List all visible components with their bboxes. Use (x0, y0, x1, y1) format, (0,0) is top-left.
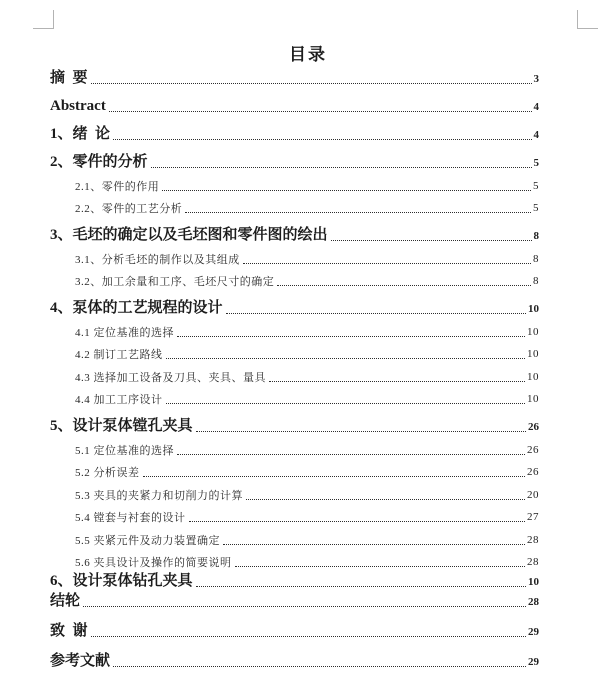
toc-dot-leader (177, 454, 525, 455)
toc-entry-page: 10 (527, 348, 539, 360)
toc-entry-page: 3 (533, 73, 539, 85)
toc-entry-page: 29 (528, 626, 539, 638)
toc-dot-leader (83, 606, 526, 607)
toc-entry-page: 4 (533, 129, 539, 141)
toc-dot-leader (166, 403, 526, 404)
toc-entry[interactable] (50, 170, 539, 193)
toc-entry-page: 28 (528, 596, 539, 608)
toc-dot-leader (151, 167, 532, 168)
toc-entry[interactable] (50, 406, 539, 434)
toc-entry-page: 26 (527, 466, 539, 478)
table-of-contents (50, 58, 539, 669)
toc-entry-label: Abstract (50, 98, 106, 114)
toc-entry[interactable] (50, 547, 539, 570)
toc-dot-leader (143, 476, 526, 477)
toc-entry-label: 5.1 定位基准的选择 (75, 444, 174, 457)
toc-entry-page: 29 (528, 656, 539, 668)
toc-entry-page: 4 (533, 101, 539, 113)
toc-entry[interactable] (50, 384, 539, 407)
toc-entry-page: 5 (533, 179, 539, 192)
toc-entry-label: 5.5 夹紧元件及动力装置确定 (75, 534, 220, 547)
toc-entry[interactable] (50, 58, 539, 86)
toc-entry-label: 4、泵体的工艺规程的设计 (50, 300, 223, 316)
toc-entry[interactable] (50, 524, 539, 547)
toc-entry-page: 8 (533, 230, 539, 242)
toc-entry[interactable] (50, 142, 539, 170)
toc-entry-page: 10 (528, 303, 539, 315)
toc-entry-label: 2.2、零件的工艺分析 (75, 203, 183, 215)
toc-entry-page: 27 (527, 511, 539, 523)
toc-entry-label: 1、绪 论 (50, 126, 111, 142)
toc-dot-leader (185, 212, 531, 213)
toc-entry-label: 3.1、分析毛坯的制作以及其组成 (75, 253, 240, 266)
toc-entry-page: 28 (527, 556, 539, 568)
toc-entry-page: 10 (527, 370, 539, 383)
toc-entry[interactable] (50, 86, 539, 114)
toc-entry[interactable] (50, 502, 539, 525)
toc-entry-label: 4.1 定位基准的选择 (75, 326, 174, 339)
toc-entry[interactable] (50, 316, 539, 339)
toc-entry[interactable] (50, 114, 539, 142)
toc-entry-label: 4.2 制订工艺路线 (75, 349, 163, 361)
toc-entry[interactable] (50, 266, 539, 289)
toc-entry-label: 致 谢 (50, 623, 88, 639)
toc-entry-page: 5 (533, 202, 539, 214)
toc-entry-page: 5 (533, 157, 539, 169)
toc-entry-page: 10 (527, 393, 539, 405)
page-margin-crop-mark-left (33, 10, 54, 29)
toc-entry-page: 26 (528, 421, 539, 433)
toc-entry[interactable] (50, 193, 539, 216)
toc-entry[interactable] (50, 479, 539, 502)
toc-dot-leader (91, 83, 532, 84)
toc-entry-label: 5.2 分析误差 (75, 467, 140, 479)
toc-entry[interactable] (50, 569, 539, 589)
toc-entry-label: 结轮 (50, 593, 81, 609)
page-margin-crop-mark-right (577, 10, 598, 29)
toc-entry-label: 3、毛坯的确定以及毛坯图和零件图的绘出 (50, 227, 328, 243)
toc-entry-page: 26 (527, 443, 539, 456)
toc-entry-page: 8 (533, 275, 539, 287)
toc-entry-label: 2、零件的分析 (50, 154, 148, 170)
toc-entry[interactable] (50, 457, 539, 480)
toc-entry-label: 6、设计泵体钻孔夹具 (50, 573, 193, 589)
toc-entry-label: 4.4 加工工序设计 (75, 394, 163, 406)
toc-dot-leader (246, 499, 525, 500)
toc-dot-leader (243, 263, 531, 264)
toc-dot-leader (166, 358, 526, 359)
toc-dot-leader (226, 313, 526, 314)
toc-entry-label: 5.3 夹具的夹紧力和切削力的计算 (75, 489, 243, 502)
toc-dot-leader (113, 139, 531, 140)
toc-dot-leader (196, 431, 526, 432)
toc-entry[interactable] (50, 589, 539, 609)
toc-entry-label: 4.3 选择加工设备及刀具、夹具、量具 (75, 371, 266, 384)
toc-entry[interactable] (50, 361, 539, 384)
toc-dot-leader (189, 521, 526, 522)
toc-entry-label: 参考文献 (50, 653, 111, 669)
toc-entry[interactable] (50, 288, 539, 316)
toc-entry[interactable] (50, 609, 539, 639)
toc-dot-leader (177, 336, 525, 337)
toc-dot-leader (113, 666, 526, 667)
toc-dot-leader (162, 190, 531, 191)
toc-entry-label: 3.2、加工余量和工序、毛坯尺寸的确定 (75, 276, 275, 288)
toc-entry-label: 2.1、零件的作用 (75, 180, 160, 193)
toc-entry[interactable] (50, 215, 539, 243)
toc-dot-leader (223, 544, 525, 545)
toc-entry[interactable] (50, 434, 539, 457)
toc-dot-leader (235, 566, 526, 567)
toc-dot-leader (331, 240, 532, 241)
toc-dot-leader (269, 381, 525, 382)
toc-entry-label: 摘 要 (50, 70, 88, 86)
toc-entry-page: 10 (528, 576, 539, 588)
toc-entry[interactable] (50, 243, 539, 266)
toc-entry-label: 5.6 夹具设计及操作的简要说明 (75, 557, 232, 569)
toc-entry-page: 10 (527, 325, 539, 338)
toc-dot-leader (109, 111, 532, 112)
toc-dot-leader (277, 285, 531, 286)
toc-entry-page: 28 (527, 533, 539, 546)
toc-entry-page: 8 (533, 252, 539, 265)
toc-entry[interactable] (50, 339, 539, 362)
toc-entry[interactable] (50, 639, 539, 669)
page-title: 目录 (289, 45, 327, 65)
toc-entry-page: 20 (527, 488, 539, 501)
toc-entry-label: 5.4 镗套与衬套的设计 (75, 512, 186, 524)
toc-dot-leader (196, 586, 526, 587)
toc-dot-leader (91, 636, 526, 637)
toc-entry-label: 5、设计泵体镗孔夹具 (50, 418, 193, 434)
